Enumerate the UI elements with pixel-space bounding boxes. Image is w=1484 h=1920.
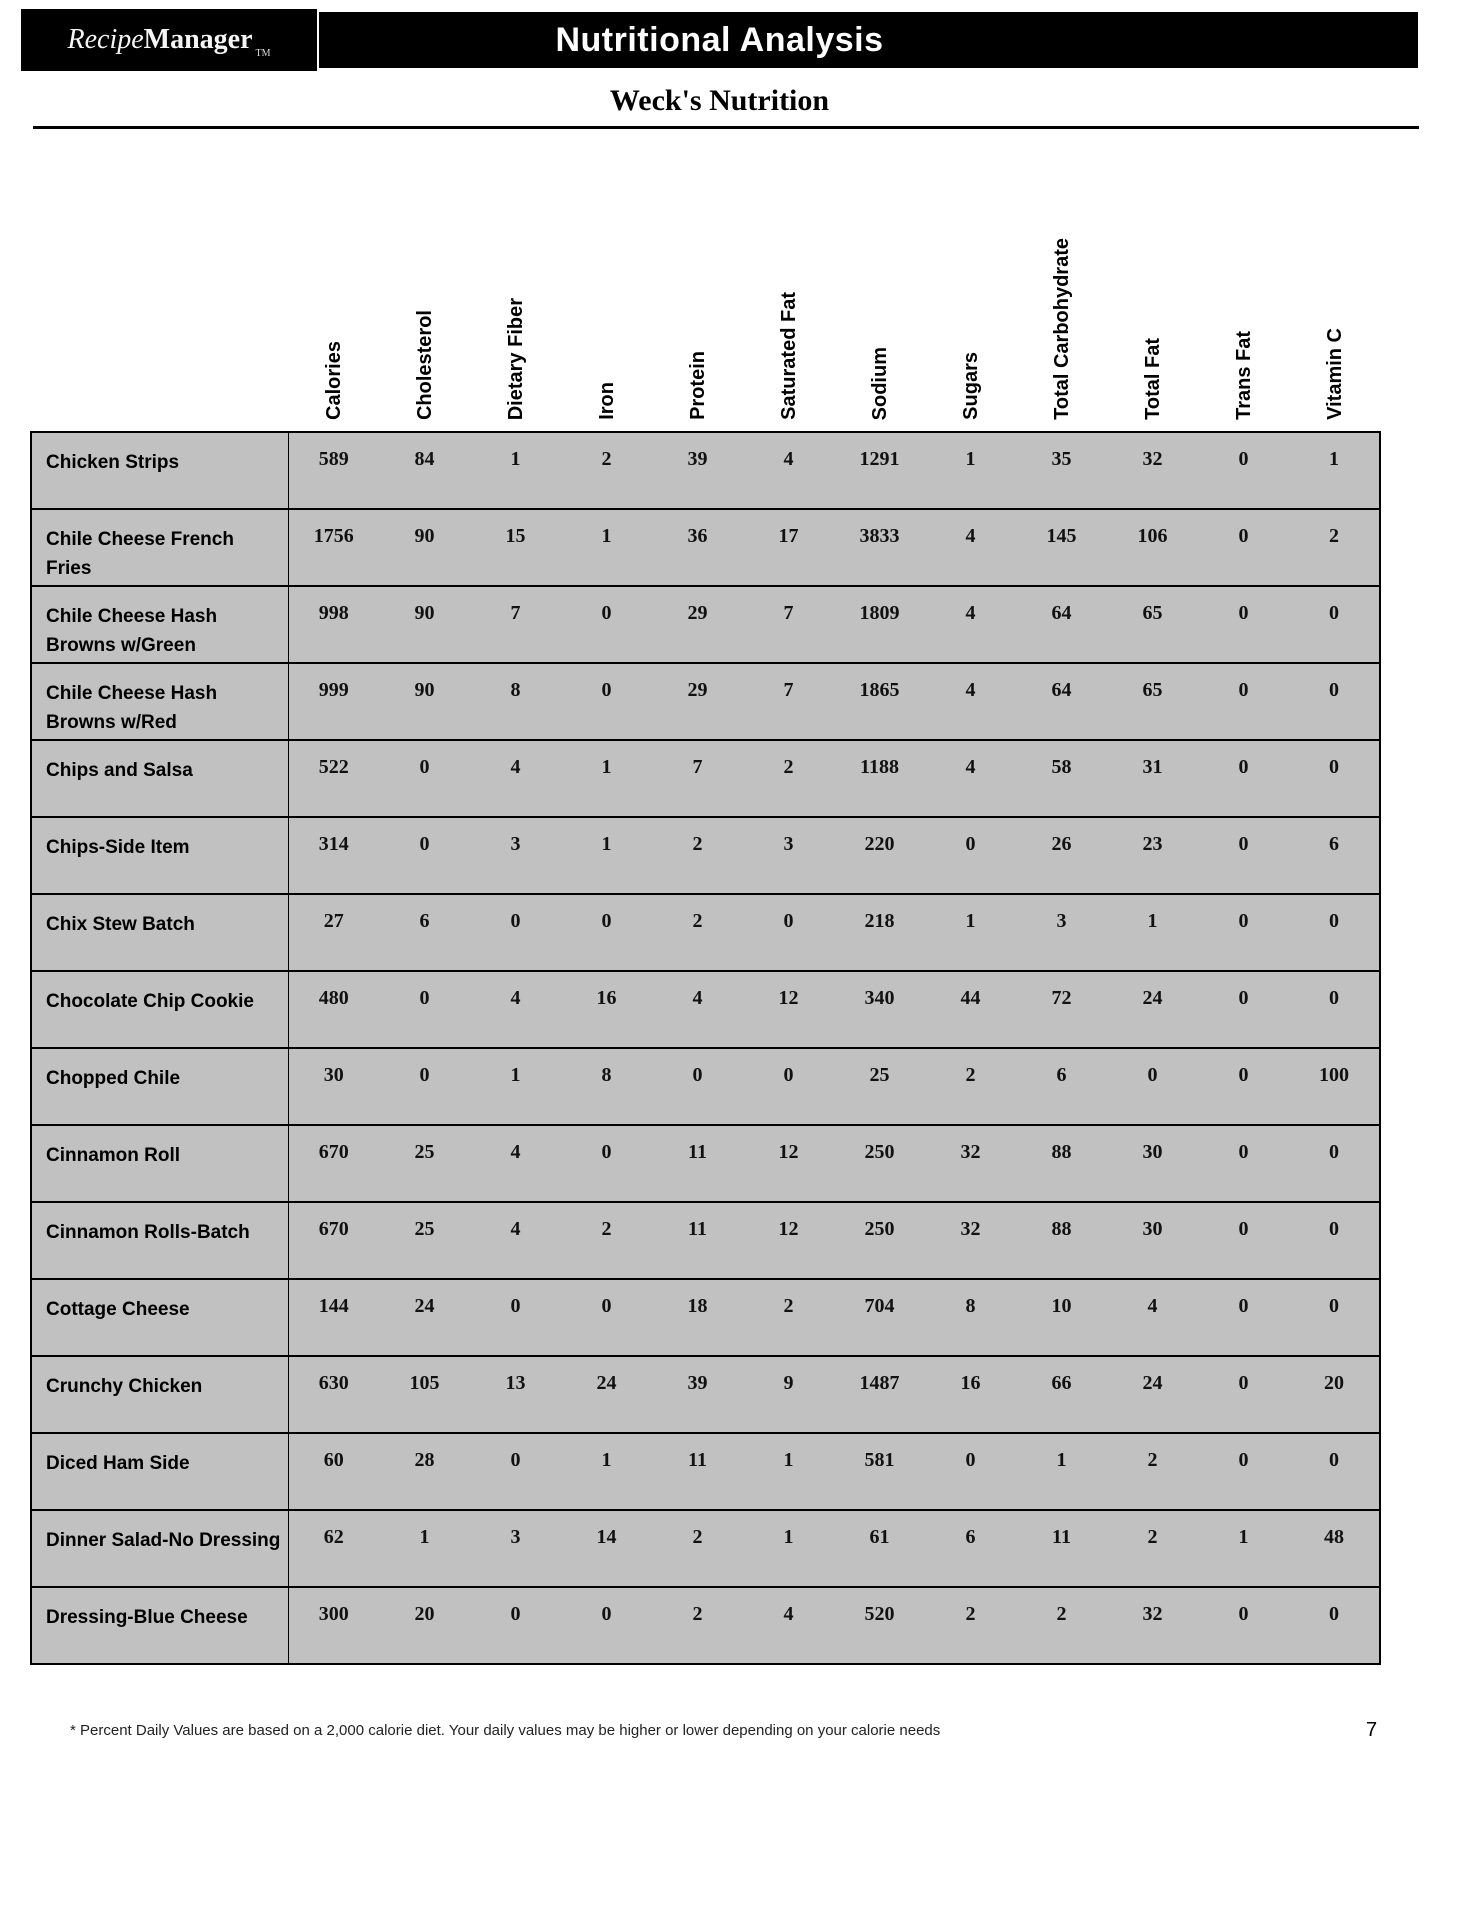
cell-cholesterol: 28: [379, 1433, 470, 1510]
cell-trans-fat: 1: [1198, 1510, 1289, 1587]
cell-saturated-fat: 3: [743, 817, 834, 894]
cell-cholesterol: 90: [379, 586, 470, 663]
table-row-chile-cheese-french-fries: [31, 509, 1380, 586]
cell-dietary-fiber: 0: [470, 1279, 561, 1356]
cell-cholesterol: 90: [379, 509, 470, 586]
cell-iron: 24: [561, 1356, 652, 1433]
cell-total-carbohydrate: 88: [1016, 1125, 1107, 1202]
cell-calories: 589: [288, 432, 379, 509]
cell-trans-fat: 0: [1198, 1356, 1289, 1433]
cell-protein: 11: [652, 1433, 743, 1510]
cell-total-fat: 24: [1107, 971, 1198, 1048]
column-header-label: Vitamin C: [1323, 328, 1346, 420]
cell-cholesterol: 0: [379, 971, 470, 1048]
cell-iron: 1: [561, 1433, 652, 1510]
column-header-label: Trans Fat: [1232, 331, 1255, 420]
cell-saturated-fat: 9: [743, 1356, 834, 1433]
cell-total-fat: 24: [1107, 1356, 1198, 1433]
cell-sugars: 32: [925, 1202, 1016, 1279]
cell-sodium: 3833: [834, 509, 925, 586]
cell-sodium: 25: [834, 1048, 925, 1125]
cell-trans-fat: 0: [1198, 1048, 1289, 1125]
recipemanager-logo: [21, 9, 319, 71]
cell-vitamin-c: 2: [1289, 509, 1380, 586]
cell-protein: 2: [652, 1510, 743, 1587]
cell-sugars: 32: [925, 1125, 1016, 1202]
cell-vitamin-c: 20: [1289, 1356, 1380, 1433]
cell-vitamin-c: 0: [1289, 971, 1380, 1048]
cell-calories: 144: [288, 1279, 379, 1356]
cell-calories: 300: [288, 1587, 379, 1664]
table-row-chips-side-item: [31, 817, 1380, 894]
row-name: Chile Cheese Hash Browns w/Green: [31, 586, 288, 663]
trademark-mark: TM: [255, 48, 271, 59]
cell-iron: 2: [561, 432, 652, 509]
cell-calories: 999: [288, 663, 379, 740]
cell-dietary-fiber: 4: [470, 1202, 561, 1279]
column-header-total-fat: [1107, 152, 1198, 432]
column-header-label: Dietary Fiber: [504, 297, 527, 420]
row-name: Dinner Salad-No Dressing: [31, 1510, 288, 1587]
page-number: 7: [1366, 1719, 1378, 1741]
cell-calories: 522: [288, 740, 379, 817]
cell-cholesterol: 0: [379, 1048, 470, 1125]
cell-dietary-fiber: 4: [470, 1125, 561, 1202]
cell-iron: 1: [561, 509, 652, 586]
cell-total-fat: 1: [1107, 894, 1198, 971]
cell-calories: 27: [288, 894, 379, 971]
column-header-label: Total Fat: [1141, 338, 1164, 420]
cell-total-fat: 2: [1107, 1433, 1198, 1510]
table-row-diced-ham-side: [31, 1433, 1380, 1510]
cell-saturated-fat: 2: [743, 740, 834, 817]
cell-cholesterol: 0: [379, 740, 470, 817]
cell-saturated-fat: 17: [743, 509, 834, 586]
cell-sugars: 2: [925, 1587, 1016, 1664]
cell-protein: 2: [652, 894, 743, 971]
cell-sodium: 520: [834, 1587, 925, 1664]
cell-protein: 0: [652, 1048, 743, 1125]
cell-total-carbohydrate: 72: [1016, 971, 1107, 1048]
cell-calories: 480: [288, 971, 379, 1048]
cell-trans-fat: 0: [1198, 971, 1289, 1048]
cell-sodium: 61: [834, 1510, 925, 1587]
row-name: Chile Cheese Hash Browns w/Red: [31, 663, 288, 740]
table-row-cinnamon-roll: [31, 1125, 1380, 1202]
cell-protein: 29: [652, 663, 743, 740]
cell-cholesterol: 6: [379, 894, 470, 971]
column-header-sodium: [834, 152, 925, 432]
row-name: Cinnamon Roll: [31, 1125, 288, 1202]
cell-sodium: 1809: [834, 586, 925, 663]
table-row-dinner-salad-no-dressing: [31, 1510, 1380, 1587]
cell-sugars: 16: [925, 1356, 1016, 1433]
cell-cholesterol: 90: [379, 663, 470, 740]
cell-sugars: 4: [925, 509, 1016, 586]
cell-trans-fat: 0: [1198, 1279, 1289, 1356]
row-name: Chicken Strips: [31, 432, 288, 509]
column-header-protein: [652, 152, 743, 432]
cell-iron: 1: [561, 817, 652, 894]
column-header-label: Protein: [686, 351, 709, 420]
cell-dietary-fiber: 15: [470, 509, 561, 586]
cell-saturated-fat: 1: [743, 1433, 834, 1510]
cell-saturated-fat: 12: [743, 971, 834, 1048]
cell-trans-fat: 0: [1198, 740, 1289, 817]
cell-sodium: 220: [834, 817, 925, 894]
cell-saturated-fat: 0: [743, 894, 834, 971]
cell-dietary-fiber: 4: [470, 971, 561, 1048]
cell-protein: 4: [652, 971, 743, 1048]
logo-recipe-text: Recipe: [67, 24, 144, 55]
cell-trans-fat: 0: [1198, 1587, 1289, 1664]
cell-dietary-fiber: 0: [470, 894, 561, 971]
cell-cholesterol: 105: [379, 1356, 470, 1433]
cell-sugars: 1: [925, 894, 1016, 971]
cell-cholesterol: 25: [379, 1125, 470, 1202]
cell-total-fat: 32: [1107, 1587, 1198, 1664]
cell-dietary-fiber: 3: [470, 817, 561, 894]
row-name: Chopped Chile: [31, 1048, 288, 1125]
page-title: Nutritional Analysis: [555, 20, 884, 59]
cell-protein: 2: [652, 1587, 743, 1664]
cell-trans-fat: 0: [1198, 1433, 1289, 1510]
corner-cell: [31, 152, 288, 432]
cell-sodium: 250: [834, 1202, 925, 1279]
cell-sodium: 218: [834, 894, 925, 971]
cell-protein: 11: [652, 1125, 743, 1202]
cell-vitamin-c: 0: [1289, 894, 1380, 971]
cell-dietary-fiber: 8: [470, 663, 561, 740]
cell-sugars: 2: [925, 1048, 1016, 1125]
row-name: Dressing-Blue Cheese: [31, 1587, 288, 1664]
cell-calories: 30: [288, 1048, 379, 1125]
cell-total-fat: 65: [1107, 586, 1198, 663]
cell-dietary-fiber: 1: [470, 1048, 561, 1125]
cell-trans-fat: 0: [1198, 1125, 1289, 1202]
cell-sodium: 340: [834, 971, 925, 1048]
column-header-iron: [561, 152, 652, 432]
cell-saturated-fat: 4: [743, 432, 834, 509]
cell-sugars: 4: [925, 663, 1016, 740]
cell-saturated-fat: 7: [743, 586, 834, 663]
cell-iron: 0: [561, 1125, 652, 1202]
logo-manager-text: Manager: [143, 24, 253, 55]
table-row-cinnamon-rolls-batch: [31, 1202, 1380, 1279]
cell-sugars: 4: [925, 740, 1016, 817]
column-header-label: Saturated Fat: [777, 292, 800, 420]
cell-sugars: 1: [925, 432, 1016, 509]
row-name: Cottage Cheese: [31, 1279, 288, 1356]
cell-total-fat: 65: [1107, 663, 1198, 740]
cell-total-fat: 106: [1107, 509, 1198, 586]
cell-iron: 0: [561, 1279, 652, 1356]
cell-trans-fat: 0: [1198, 586, 1289, 663]
row-name: Chile Cheese French Fries: [31, 509, 288, 586]
cell-total-carbohydrate: 10: [1016, 1279, 1107, 1356]
cell-vitamin-c: 100: [1289, 1048, 1380, 1125]
cell-total-fat: 0: [1107, 1048, 1198, 1125]
cell-saturated-fat: 0: [743, 1048, 834, 1125]
cell-calories: 1756: [288, 509, 379, 586]
cell-total-fat: 30: [1107, 1202, 1198, 1279]
cell-iron: 1: [561, 740, 652, 817]
cell-trans-fat: 0: [1198, 432, 1289, 509]
table-row-chopped-chile: [31, 1048, 1380, 1125]
cell-total-fat: 23: [1107, 817, 1198, 894]
cell-total-carbohydrate: 11: [1016, 1510, 1107, 1587]
cell-sodium: 1487: [834, 1356, 925, 1433]
cell-cholesterol: 24: [379, 1279, 470, 1356]
cell-total-fat: 2: [1107, 1510, 1198, 1587]
cell-sugars: 0: [925, 817, 1016, 894]
cell-total-carbohydrate: 64: [1016, 586, 1107, 663]
row-name: Diced Ham Side: [31, 1433, 288, 1510]
cell-calories: 314: [288, 817, 379, 894]
table-body: [31, 432, 1380, 1664]
cell-cholesterol: 1: [379, 1510, 470, 1587]
cell-calories: 62: [288, 1510, 379, 1587]
cell-total-fat: 31: [1107, 740, 1198, 817]
cell-dietary-fiber: 4: [470, 740, 561, 817]
subtitle-wrap: [21, 84, 1418, 118]
cell-vitamin-c: 0: [1289, 1587, 1380, 1664]
cell-trans-fat: 0: [1198, 1202, 1289, 1279]
cell-sugars: 6: [925, 1510, 1016, 1587]
cell-sodium: 1291: [834, 432, 925, 509]
cell-protein: 39: [652, 1356, 743, 1433]
cell-iron: 2: [561, 1202, 652, 1279]
cell-total-carbohydrate: 1: [1016, 1433, 1107, 1510]
cell-iron: 16: [561, 971, 652, 1048]
cell-iron: 0: [561, 894, 652, 971]
cell-trans-fat: 0: [1198, 894, 1289, 971]
row-name: Chocolate Chip Cookie: [31, 971, 288, 1048]
cell-iron: 0: [561, 586, 652, 663]
cell-dietary-fiber: 0: [470, 1433, 561, 1510]
cell-vitamin-c: 0: [1289, 1125, 1380, 1202]
cell-calories: 998: [288, 586, 379, 663]
header-rule: [33, 126, 1419, 129]
cell-calories: 670: [288, 1202, 379, 1279]
nutrition-table: [30, 152, 1381, 1665]
cell-vitamin-c: 0: [1289, 586, 1380, 663]
cell-sugars: 44: [925, 971, 1016, 1048]
column-header-label: Total Carbohydrate: [1050, 238, 1073, 420]
cell-total-fat: 4: [1107, 1279, 1198, 1356]
column-header-label: Calories: [322, 341, 345, 420]
cell-total-carbohydrate: 145: [1016, 509, 1107, 586]
cell-sodium: 250: [834, 1125, 925, 1202]
table-row-cottage-cheese: [31, 1279, 1380, 1356]
cell-vitamin-c: 48: [1289, 1510, 1380, 1587]
cell-vitamin-c: 1: [1289, 432, 1380, 509]
cell-saturated-fat: 4: [743, 1587, 834, 1664]
column-header-trans-fat: [1198, 152, 1289, 432]
cell-sodium: 704: [834, 1279, 925, 1356]
cell-protein: 36: [652, 509, 743, 586]
cell-protein: 29: [652, 586, 743, 663]
cell-cholesterol: 20: [379, 1587, 470, 1664]
cell-dietary-fiber: 0: [470, 1587, 561, 1664]
cell-iron: 8: [561, 1048, 652, 1125]
cell-total-carbohydrate: 2: [1016, 1587, 1107, 1664]
cell-sodium: 1188: [834, 740, 925, 817]
cell-saturated-fat: 1: [743, 1510, 834, 1587]
column-header-sugars: [925, 152, 1016, 432]
column-header-cholesterol: [379, 152, 470, 432]
table-row-chicken-strips: [31, 432, 1380, 509]
cell-saturated-fat: 12: [743, 1125, 834, 1202]
report-subtitle: Weck's Nutrition: [609, 84, 830, 117]
cell-total-carbohydrate: 3: [1016, 894, 1107, 971]
cell-cholesterol: 25: [379, 1202, 470, 1279]
table-row-chix-stew-batch: [31, 894, 1380, 971]
cell-sodium: 1865: [834, 663, 925, 740]
cell-sodium: 581: [834, 1433, 925, 1510]
cell-total-carbohydrate: 6: [1016, 1048, 1107, 1125]
cell-sugars: 8: [925, 1279, 1016, 1356]
cell-dietary-fiber: 7: [470, 586, 561, 663]
cell-vitamin-c: 0: [1289, 740, 1380, 817]
column-header-saturated-fat: [743, 152, 834, 432]
table-row-chile-cheese-hash-browns-w-red: [31, 663, 1380, 740]
column-header-calories: [288, 152, 379, 432]
cell-iron: 0: [561, 1587, 652, 1664]
cell-total-carbohydrate: 88: [1016, 1202, 1107, 1279]
cell-vitamin-c: 0: [1289, 1279, 1380, 1356]
cell-trans-fat: 0: [1198, 509, 1289, 586]
daily-values-footnote: * Percent Daily Values are based on a 2,000 calorie diet. Your daily values may be higher or lower depending on your calorie needs: [70, 1722, 941, 1739]
cell-total-carbohydrate: 35: [1016, 432, 1107, 509]
cell-dietary-fiber: 13: [470, 1356, 561, 1433]
cell-calories: 630: [288, 1356, 379, 1433]
column-header-label: Iron: [595, 382, 618, 420]
cell-total-carbohydrate: 64: [1016, 663, 1107, 740]
column-header-label: Sodium: [868, 346, 891, 420]
cell-saturated-fat: 7: [743, 663, 834, 740]
table-row-dressing-blue-cheese: [31, 1587, 1380, 1664]
cell-calories: 670: [288, 1125, 379, 1202]
row-name: Chix Stew Batch: [31, 894, 288, 971]
column-header-label: Sugars: [959, 352, 982, 420]
table-row-chips-and-salsa: [31, 740, 1380, 817]
column-header-label: Cholesterol: [413, 309, 436, 420]
cell-total-fat: 32: [1107, 432, 1198, 509]
cell-protein: 18: [652, 1279, 743, 1356]
cell-iron: 0: [561, 663, 652, 740]
cell-total-carbohydrate: 26: [1016, 817, 1107, 894]
cell-vitamin-c: 0: [1289, 1202, 1380, 1279]
cell-protein: 2: [652, 817, 743, 894]
cell-protein: 39: [652, 432, 743, 509]
table-row-chocolate-chip-cookie: [31, 971, 1380, 1048]
cell-total-carbohydrate: 66: [1016, 1356, 1107, 1433]
cell-calories: 60: [288, 1433, 379, 1510]
table-row-crunchy-chicken: [31, 1356, 1380, 1433]
row-name: Crunchy Chicken: [31, 1356, 288, 1433]
column-header-dietary-fiber: [470, 152, 561, 432]
cell-vitamin-c: 6: [1289, 817, 1380, 894]
cell-saturated-fat: 2: [743, 1279, 834, 1356]
cell-cholesterol: 0: [379, 817, 470, 894]
row-name: Cinnamon Rolls-Batch: [31, 1202, 288, 1279]
cell-vitamin-c: 0: [1289, 663, 1380, 740]
cell-trans-fat: 0: [1198, 663, 1289, 740]
row-name: Chips and Salsa: [31, 740, 288, 817]
cell-sugars: 0: [925, 1433, 1016, 1510]
cell-protein: 7: [652, 740, 743, 817]
cell-cholesterol: 84: [379, 432, 470, 509]
cell-protein: 11: [652, 1202, 743, 1279]
cell-iron: 14: [561, 1510, 652, 1587]
cell-vitamin-c: 0: [1289, 1433, 1380, 1510]
column-header-row: [31, 152, 1380, 432]
cell-total-fat: 30: [1107, 1125, 1198, 1202]
column-header-total-carbohydrate: [1016, 152, 1107, 432]
cell-trans-fat: 0: [1198, 817, 1289, 894]
cell-sugars: 4: [925, 586, 1016, 663]
table-row-chile-cheese-hash-browns-w-green: [31, 586, 1380, 663]
cell-saturated-fat: 12: [743, 1202, 834, 1279]
column-header-vitamin-c: [1289, 152, 1380, 432]
cell-total-carbohydrate: 58: [1016, 740, 1107, 817]
cell-dietary-fiber: 3: [470, 1510, 561, 1587]
row-name: Chips-Side Item: [31, 817, 288, 894]
cell-dietary-fiber: 1: [470, 432, 561, 509]
